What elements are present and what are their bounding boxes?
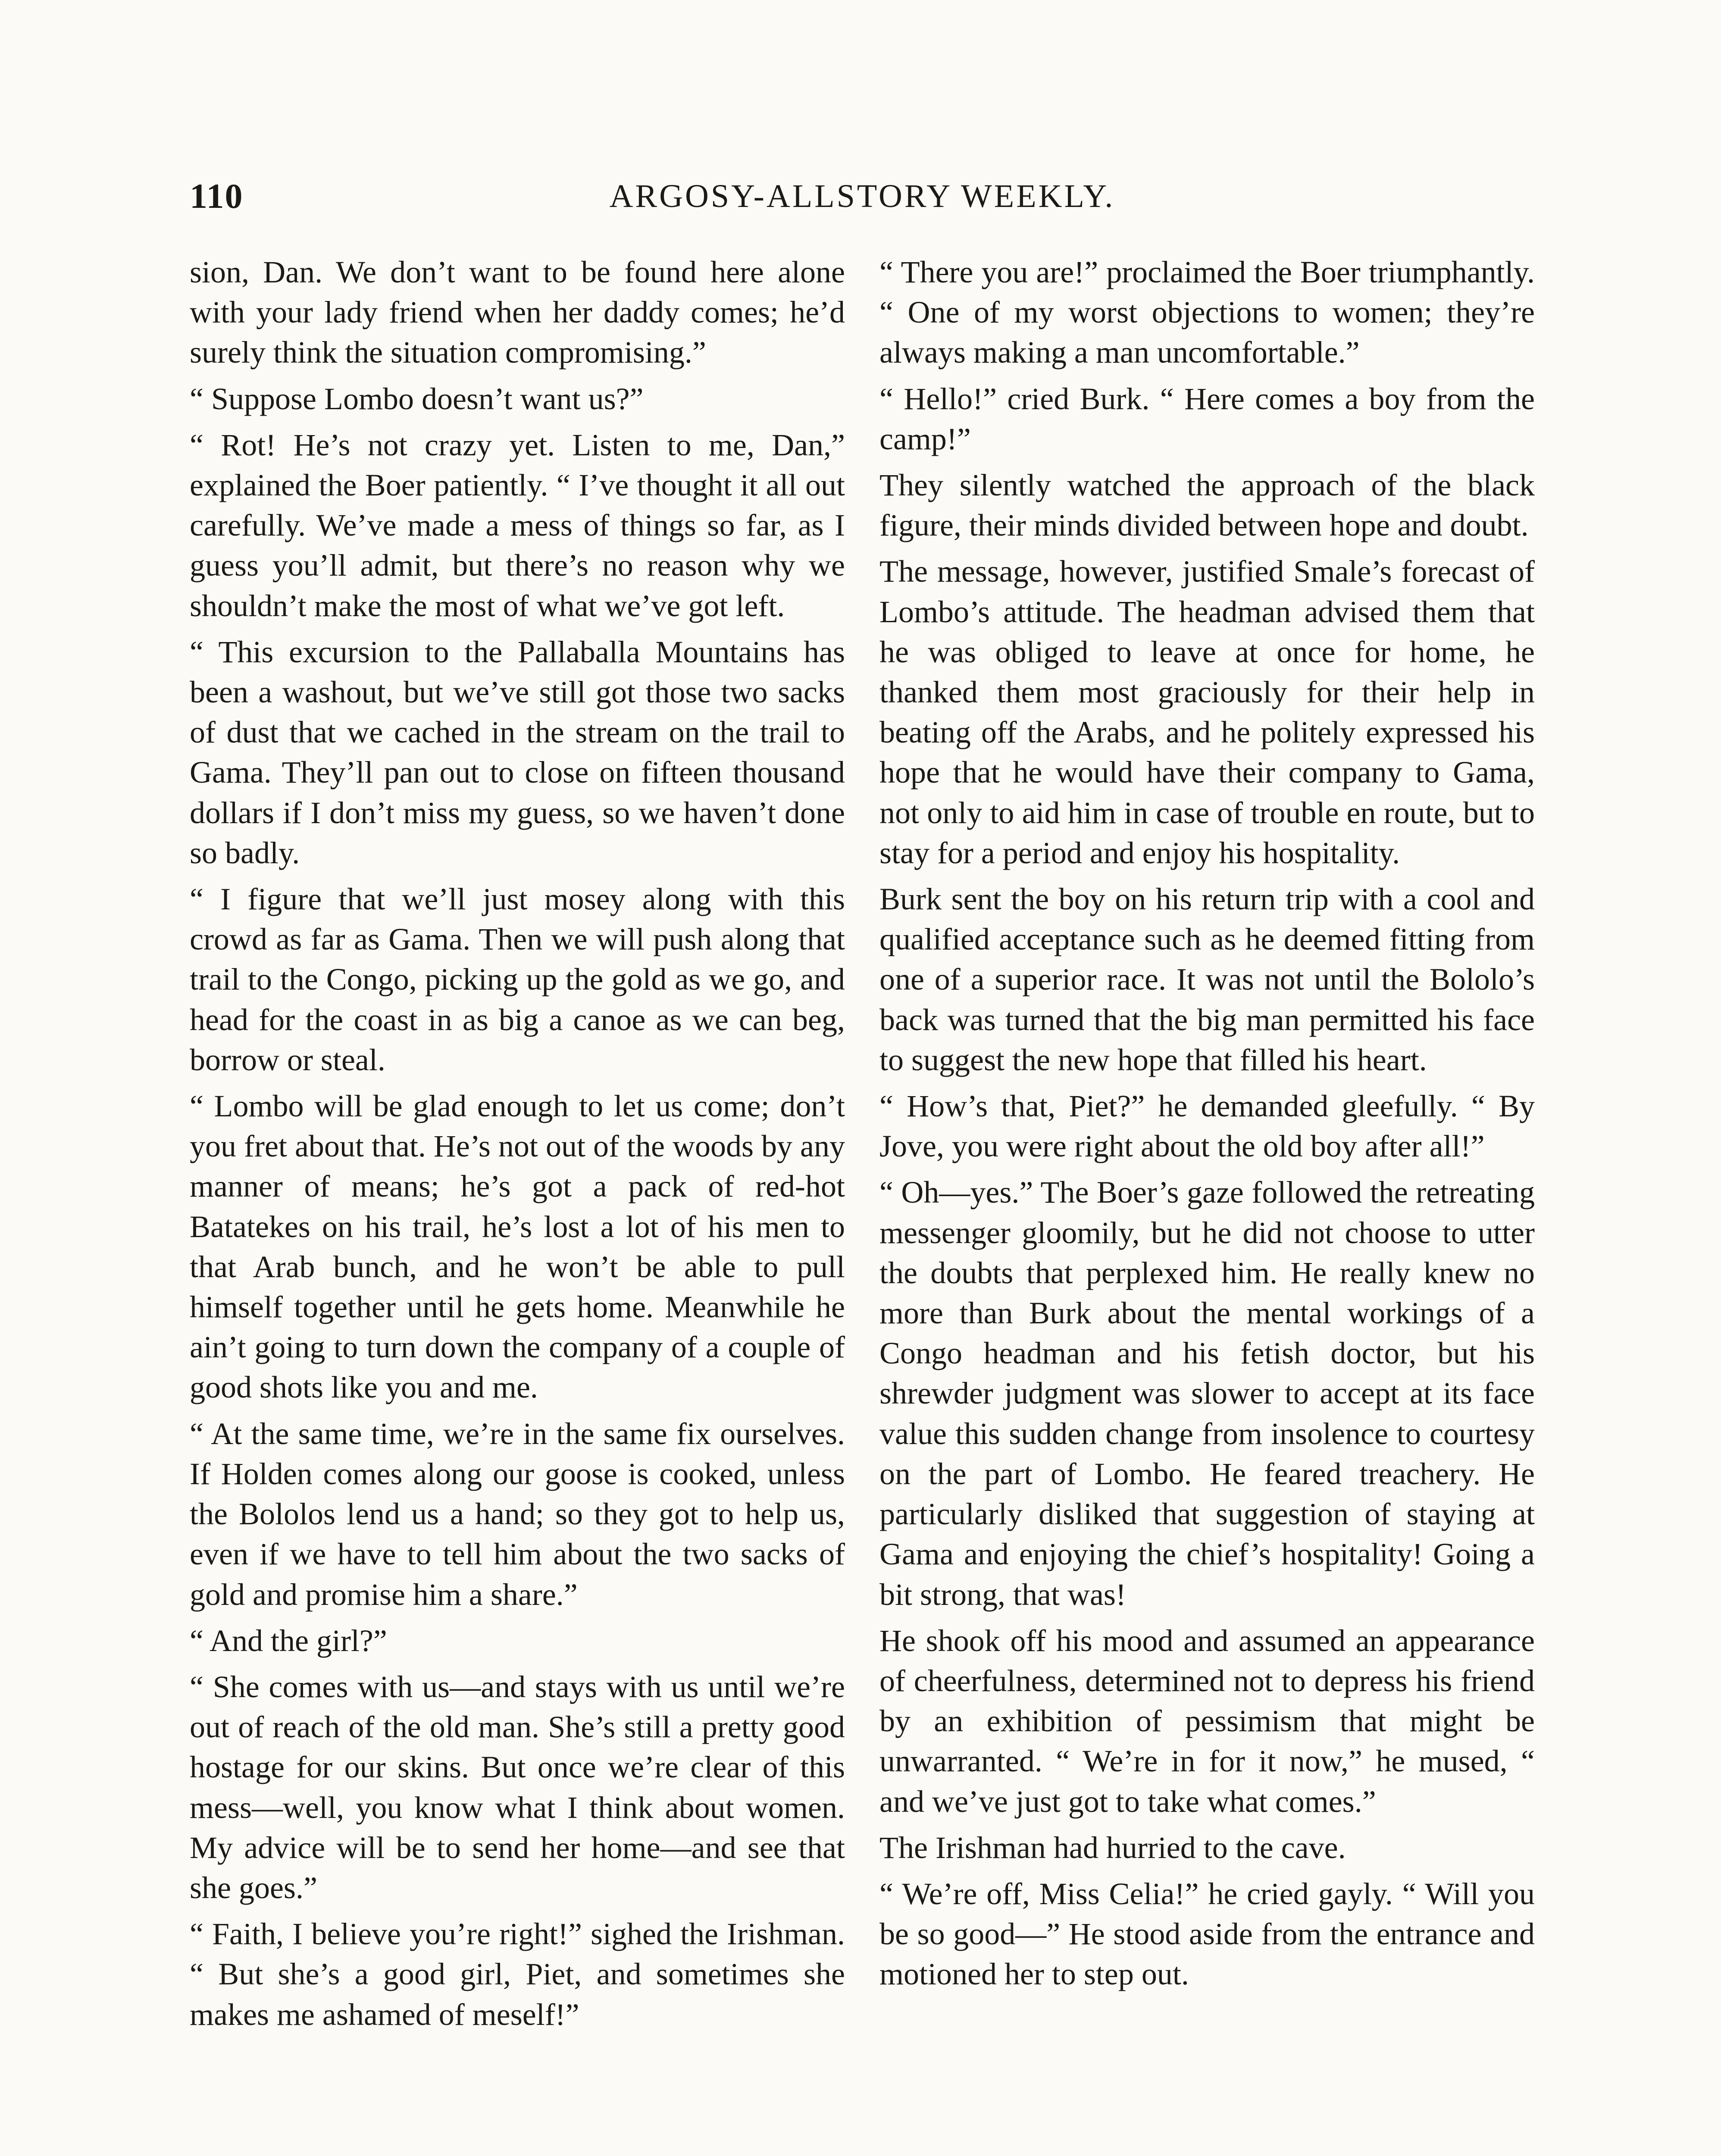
paragraph: “ Faith, I believe you’re right!” sighed the Irishman. “ But she’s a good girl, Piet, and sometimes she makes me ashamed of meself!” [190, 1917, 845, 2032]
paragraph: “ Hello!” cried Burk. “ Here comes a boy from the camp!” [879, 381, 1535, 456]
paragraph: The Irishman had hurried to the cave. [879, 1830, 1346, 1865]
paragraph: “ And the girl?” [190, 1623, 387, 1658]
paragraph: “ She comes with us—and stays with us until we’re out of reach of the old man. She’s still a pretty good hostage for our skins. But once we’re clear of this mess—well, you know what I think about women. My advice will be to send her home—and see that she goes.” [190, 1669, 845, 1905]
paragraph: “ How’s that, Piet?” he demanded gleefully. “ By Jove, you were right about the old boy after all!” [879, 1089, 1535, 1164]
paragraph: “ At the same time, we’re in the same fix ourselves. If Holden comes along our goose is cooked, unless the Bololos lend us a hand; so they got to help us, even if we have to tell him about the two sacks of gold and promise him a share.” [190, 1416, 845, 1612]
paragraph: Burk sent the boy on his return trip with a cool and qualified acceptance such as he deemed fitting from one of a superior race. It was not until the Bololo’s back was turned that the big man permitted his face to suggest the new hope that filled his heart. [879, 882, 1535, 1077]
paragraph: “ We’re off, Miss Celia!” he cried gayly. “ Will you be so good—” He stood aside from the entrance and motioned her to step out. [879, 1876, 1535, 1992]
paragraph: They silently watched the approach of the black figure, their minds divided between hope and doubt. [879, 468, 1535, 543]
paragraph: “ This excursion to the Pallaballa Mountains has been a washout, but we’ve still got those two sacks of dust that we cached in the stream on the trail to Gama. They’ll pan out to close on fifteen thousand dollars if I don’t miss my guess, so we haven’t done so badly. [190, 634, 845, 870]
page-number: 110 [190, 176, 244, 216]
paragraph: “ Suppose Lombo doesn’t want us?” [190, 381, 644, 416]
paragraph: He shook off his mood and assumed an appearance of cheerfulness, determined not to depress his friend by an exhibition of pessimism that might be unwarranted. “ We’re in for it now,” he mused, “ and we’ve just got to take what comes.” [879, 1623, 1535, 1819]
page-header [190, 172, 1535, 220]
running-head-title: ARGOSY-ALLSTORY WEEKLY. [609, 178, 1115, 214]
paragraph: “ Lombo will be glad enough to let us come; don’t you fret about that. He’s not out of the woods by any manner of means; he’s got a pack of red-hot Batatekes on his trail, he’s lost a lot of his men to that Arab bunch, and he won’t be able to pull himself together until he gets home. Meanwhile he ain’t going to turn down the company of a couple of good shots like you and me. [190, 1089, 845, 1405]
paragraph: “ Rot! He’s not crazy yet. Listen to me, Dan,” explained the Boer patiently. “ I’ve thought it all out carefully. We’ve made a mess of things so far, as I guess you’ll admit, but there’s no reason why we shouldn’t make the most of what we’ve got left. [190, 427, 845, 623]
left-column [190, 252, 845, 2035]
paragraph: “ There you are!” proclaimed the Boer triumphantly. “ One of my worst objections to women; they’re always making a man uncomfortable.” [879, 255, 1535, 370]
paragraph: “ I figure that we’ll just mosey along with this crowd as far as Gama. Then we will push along that trail to the Congo, picking up the gold as we go, and head for the coast in as big a canoe as we can beg, borrow or steal. [190, 882, 845, 1077]
paragraph: The message, however, justified Smale’s forecast of Lombo’s attitude. The headman advised them that he was obliged to leave at once for home, he thanked them most graciously for their help in beating off the Arabs, and he politely expressed his hope that he would have their company to Gama, not only to aid him in case of trouble en route, but to stay for a period and enjoy his hospitality. [879, 554, 1535, 870]
right-column [879, 252, 1535, 1995]
paragraph: sion, Dan. We don’t want to be found here alone with your lady friend when her daddy comes; he’d surely think the situation compromising.” [190, 255, 845, 370]
paragraph: “ Oh—yes.” The Boer’s gaze followed the retreating messenger gloomily, but he did not choose to utter the doubts that perplexed him. He really knew no more than Burk about the mental workings of a Congo headman and his fetish doctor, but his shrewder judgment was slower to accept at its face value this sudden change from insolence to courtesy on the part of Lombo. He feared treachery. He particularly disliked that suggestion of staying at Gama and enjoying the chief’s hospitality! Going a bit strong, that was! [879, 1175, 1535, 1612]
